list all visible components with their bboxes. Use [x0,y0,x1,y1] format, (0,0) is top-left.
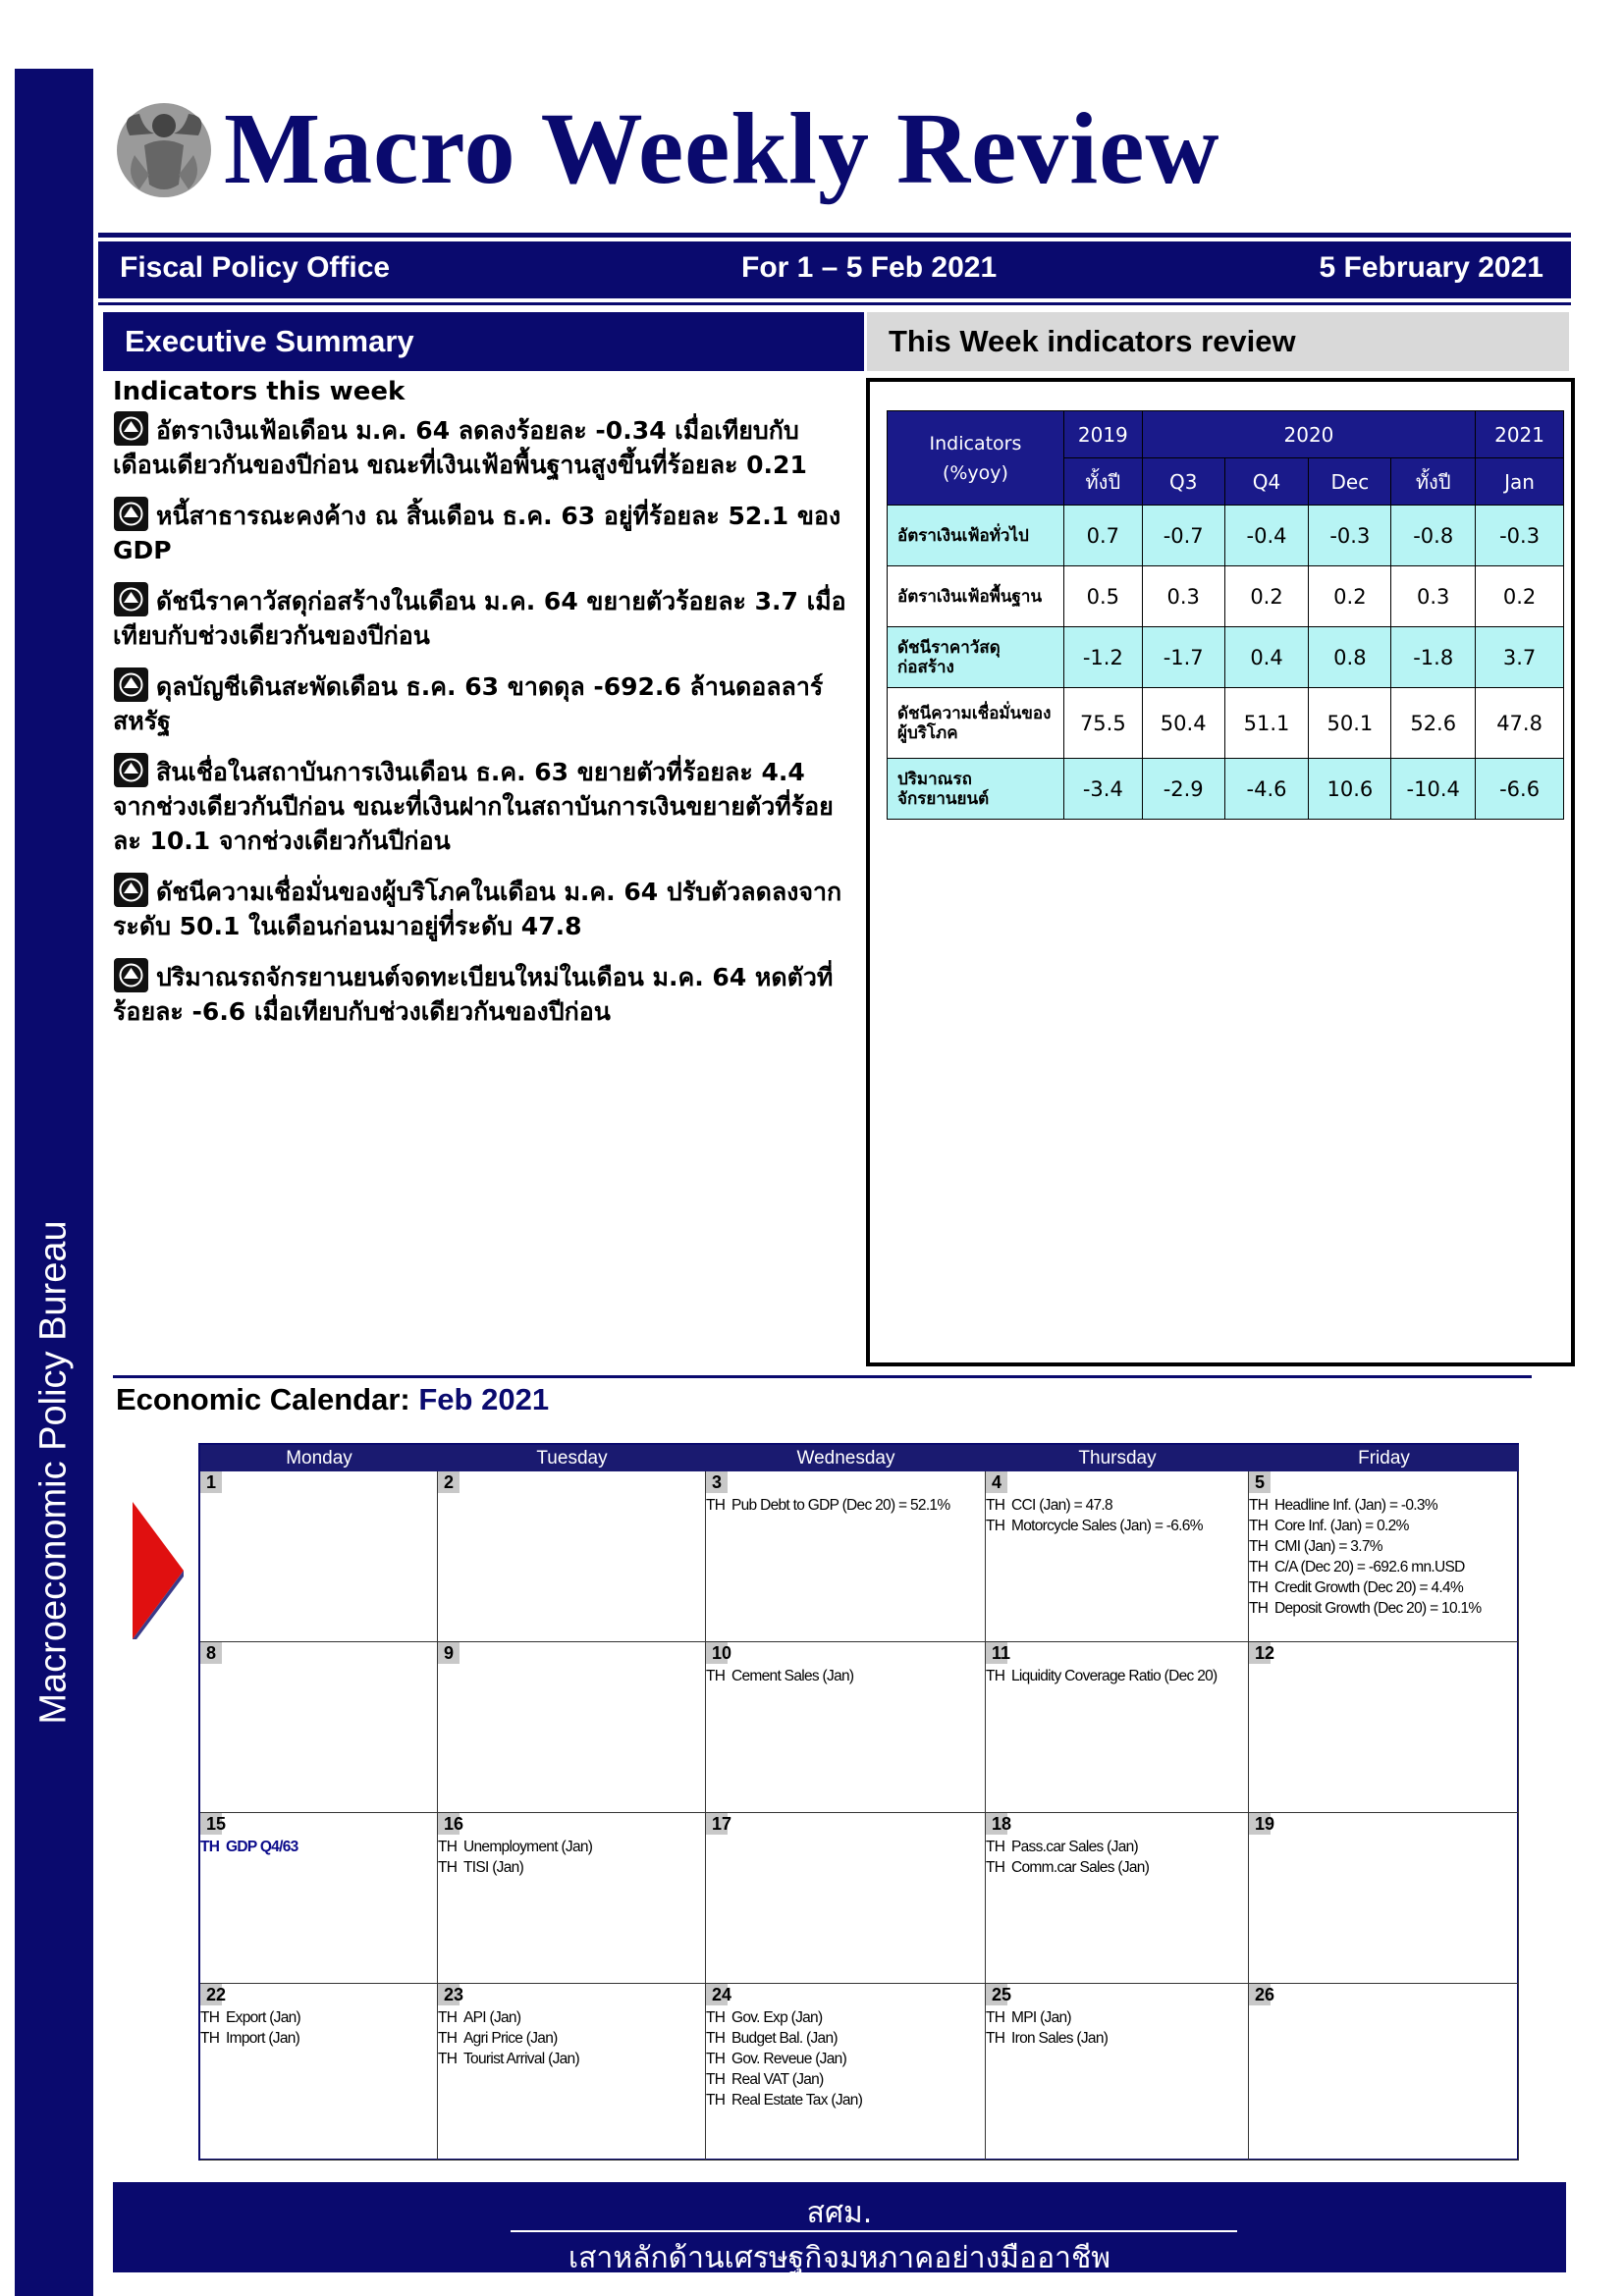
calendar-day-cell [200,1642,438,1813]
event-country: TH [986,1839,1005,1855]
event-text: Budget Bal. (Jan) [731,2030,838,2047]
calendar-event [706,2069,824,2090]
event-text: Agri Price (Jan) [463,2030,558,2047]
weekday-header: Monday [200,1445,438,1471]
exec-summary-heading: Executive Summary [103,312,864,371]
indicator-value: -0.7 [1142,506,1224,566]
year-header: 2021 [1476,411,1564,458]
summary-item-text: หนี้สาธารณะคงค้าง ณ สิ้นเดือน ธ.ค. 63 อยู่ที่ร้อยละ 52.1 ของ GDP [113,502,841,564]
calendar-day-cell [706,1642,986,1813]
calendar-event [438,1837,592,1857]
current-week-arrow-icon [133,1502,184,1639]
weekday-header: Tuesday [438,1445,706,1471]
indicator-label: อัตราเงินเฟ้อพื้นฐาน [888,566,1064,627]
day-number: 10 [706,1642,728,1664]
event-country: TH [706,2009,726,2026]
event-text: Liquidity Coverage Ratio (Dec 20) [1011,1668,1218,1684]
calendar-rule [113,1375,1532,1378]
calendar-day-cell [986,1813,1249,1984]
day-number: 17 [706,1813,728,1835]
event-country: TH [706,2092,726,2109]
indicator-label: ปริมาณรถจักรยานยนต์ [888,759,1064,820]
year-header: 2019 [1063,411,1142,458]
day-number: 11 [986,1642,1007,1664]
summary-item [113,667,849,738]
period-header: Jan [1476,458,1564,506]
calendar-event [986,2028,1108,2049]
event-text: Credit Growth (Dec 20) = 4.4% [1274,1579,1464,1596]
calendar-event [986,1516,1203,1536]
event-text: Import (Jan) [226,2030,300,2047]
event-text: Gov. Exp (Jan) [731,2009,823,2026]
event-text: Comm.car Sales (Jan) [1011,1859,1150,1876]
event-country: TH [438,2030,458,2047]
indicator-value: 0.8 [1309,627,1391,688]
calendar-day-cell [986,1471,1249,1642]
indicator-value: 0.3 [1391,566,1476,627]
event-text: Core Inf. (Jan) = 0.2% [1274,1518,1409,1534]
calendar-day-cell [1249,1813,1519,1984]
calendar-grid [198,1443,1519,2161]
event-text: Pass.car Sales (Jan) [1011,1839,1138,1855]
summary-item-text: อัตราเงินเฟ้อเดือน ม.ค. 64 ลดลงร้อยละ -0.34 เมื่อเทียบกับเดือนเดียวกันของปีก่อน ขณะที่เงินเฟ้อพื้นฐานสูงขึ้นที่ร้อยละ 0.21 [113,416,807,479]
calendar-day-cell [438,1471,706,1642]
table-corner-label: Indicators (%yoy) [888,411,1064,506]
calendar-title [116,1382,549,1417]
calendar-day-cell [1249,1642,1519,1813]
calendar-event [986,2007,1071,2028]
indicator-value: 47.8 [1476,688,1564,759]
day-number: 1 [200,1471,222,1493]
office-name: Fiscal Policy Office [120,251,391,284]
day-number: 18 [986,1813,1007,1835]
summary-item-text: ปริมาณรถจักรยานยนต์จดทะเบียนใหม่ในเดือน ม.ค. 64 หดตัวที่ร้อยละ -6.6 เมื่อเทียบกับช่วงเดียวกันของปีก่อน [113,963,834,1026]
day-number: 16 [438,1813,460,1835]
calendar-event [706,2049,846,2069]
event-country: TH [438,2051,458,2067]
event-text: Export (Jan) [226,2009,301,2026]
indicator-value: -0.3 [1476,506,1564,566]
publication-title: Macro Weekly Review [224,92,1220,205]
indicator-value: -2.9 [1142,759,1224,820]
footer-divider [511,2230,1237,2232]
indicator-value: 0.2 [1476,566,1564,627]
calendar-event [706,1495,949,1516]
event-country: TH [438,1859,458,1876]
calendar-event [200,2028,299,2049]
period-header: Dec [1309,458,1391,506]
day-number: 26 [1249,1984,1271,2005]
summary-item-text: ดุลบัญชีเดินสะพัดเดือน ธ.ค. 63 ขาดดุล -692.6 ล้านดอลลาร์สหรัฐ [113,672,824,735]
weekday-header: Friday [1249,1445,1519,1471]
indicator-label: ดัชนีความเชื่อมั่นของผู้บริโภค [888,688,1064,759]
event-text: CCI (Jan) = 47.8 [1011,1497,1112,1514]
calendar-event [986,1495,1112,1516]
sidebar-label: Macroeconomic Policy Bureau [32,1220,75,1725]
calendar-day-cell [986,1984,1249,2161]
calendar-day-cell [706,1813,986,1984]
indicator-value: 0.7 [1063,506,1142,566]
table-row [888,566,1564,627]
event-text: Motorcycle Sales (Jan) = -6.6% [1011,1518,1203,1534]
calendar-day-cell [1249,1471,1519,1642]
event-country: TH [438,2009,458,2026]
calendar-event [1249,1495,1437,1516]
day-number: 19 [1249,1813,1271,1835]
calendar-event [986,1666,1218,1686]
indicator-value: -1.8 [1391,627,1476,688]
indicator-value: 50.4 [1142,688,1224,759]
garuda-emblem-icon [110,96,218,204]
event-country: TH [200,2009,220,2026]
event-text: MPI (Jan) [1011,2009,1071,2026]
bullet-arrow-icon [113,872,149,908]
event-country: TH [706,2071,726,2088]
indicator-value: 10.6 [1309,759,1391,820]
summary-item [113,496,849,567]
indicator-value: -4.6 [1224,759,1309,820]
calendar-day-cell [438,1642,706,1813]
calendar-day-cell [200,1984,438,2161]
summary-list [113,410,849,1042]
indicators-subheading: Indicators this week [113,377,406,406]
event-text: Gov. Reveue (Jan) [731,2051,847,2067]
calendar-event [706,2028,838,2049]
bullet-arrow-icon [113,496,149,532]
header-rule-bottom [98,302,1571,305]
indicators-table [887,410,1564,820]
indicator-value: -6.6 [1476,759,1564,820]
calendar-event [438,1857,523,1878]
calendar-day-cell [706,1984,986,2161]
event-country: TH [200,1839,220,1855]
day-number: 25 [986,1984,1007,2005]
event-country: TH [986,1497,1005,1514]
event-text: Pub Debt to GDP (Dec 20) = 52.1% [731,1497,950,1514]
indicator-label: อัตราเงินเฟ้อทั่วไป [888,506,1064,566]
indicator-value: 0.5 [1063,566,1142,627]
event-text: API (Jan) [463,2009,521,2026]
table-row [888,759,1564,820]
calendar-event [200,1837,298,1857]
calendar-event [986,1857,1149,1878]
event-country: TH [1249,1579,1269,1596]
day-number: 4 [986,1471,1007,1493]
summary-item [113,957,849,1029]
indicator-value: 75.5 [1063,688,1142,759]
weekday-header: Wednesday [706,1445,986,1471]
event-country: TH [986,2030,1005,2047]
indicator-value: 50.1 [1309,688,1391,759]
table-row [888,627,1564,688]
event-country: TH [986,1668,1005,1684]
summary-item-text: สินเชื่อในสถาบันการเงินเดือน ธ.ค. 63 ขยายตัวที่ร้อยละ 4.4 จากช่วงเดียวกันปีก่อน ขณะที่เงินฝากในสถาบันการเงินขยายตัวที่ร้อยละ 10.1 จากช่วงเดียวกันปีก่อน [113,758,834,855]
summary-item [113,410,849,482]
summary-item-text: ดัชนีราคาวัสดุก่อสร้างในเดือน ม.ค. 64 ขยายตัวร้อยละ 3.7 เมื่อเทียบกับช่วงเดียวกันของปีก่อน [113,587,846,650]
day-number: 12 [1249,1642,1271,1664]
calendar-event [706,2090,862,2110]
calendar-event [1249,1557,1465,1577]
bullet-arrow-icon [113,752,149,788]
bullet-arrow-icon [113,667,149,703]
calendar-day-cell [438,1813,706,1984]
calendar-day-cell [986,1642,1249,1813]
calendar-day-cell [200,1471,438,1642]
footer-motto: เสาหลักด้านเศรษฐกิจมหภาคอย่างมืออาชีพ [568,2241,1111,2275]
calendar-day-cell [200,1813,438,1984]
indicator-value: -1.7 [1142,627,1224,688]
table-row [888,688,1564,759]
event-text: TISI (Jan) [463,1859,524,1876]
indicator-value: -1.2 [1063,627,1142,688]
day-number: 2 [438,1471,460,1493]
event-text: Real VAT (Jan) [731,2071,824,2088]
report-date: 5 February 2021 [1319,251,1543,284]
calendar-event [438,2028,558,2049]
indicator-value: -3.4 [1063,759,1142,820]
event-country: TH [1249,1518,1269,1534]
calendar-event [1249,1536,1382,1557]
header-banner [98,241,1571,298]
indicator-value: 51.1 [1224,688,1309,759]
day-number: 8 [200,1642,222,1664]
indicator-value: -0.8 [1391,506,1476,566]
day-number: 24 [706,1984,728,2005]
indicator-value: -0.3 [1309,506,1391,566]
calendar-event [706,2007,822,2028]
summary-item-text: ดัชนีความเชื่อมั่นของผู้บริโภคในเดือน ม.ค. 64 ปรับตัวลดลงจากระดับ 50.1 ในเดือนก่อนมาอยู่ที่ระดับ 47.8 [113,878,842,940]
day-number: 15 [200,1813,222,1835]
indicator-value: 3.7 [1476,627,1564,688]
calendar-event [1249,1516,1409,1536]
calendar-event [986,1837,1138,1857]
period-header: ทั้งปี [1391,458,1476,506]
event-country: TH [986,2009,1005,2026]
calendar-event [438,2007,520,2028]
event-country: TH [1249,1600,1269,1617]
event-country: TH [706,1497,726,1514]
event-text: Unemployment (Jan) [463,1839,593,1855]
event-text: CMI (Jan) = 3.7% [1274,1538,1382,1555]
event-text: GDP Q4/63 [226,1839,298,1855]
year-header: 2020 [1142,411,1475,458]
event-country: TH [986,1518,1005,1534]
day-number: 23 [438,1984,460,2005]
period-header: ทั้งปี [1063,458,1142,506]
day-number: 3 [706,1471,728,1493]
event-country: TH [200,2030,220,2047]
calendar-event [200,2007,300,2028]
bullet-arrow-icon [113,957,149,993]
indicator-value: 0.3 [1142,566,1224,627]
summary-item [113,581,849,653]
indicators-heading: This Week indicators review [867,312,1569,371]
event-text: Deposit Growth (Dec 20) = 10.1% [1274,1600,1482,1617]
calendar-event [1249,1598,1481,1619]
event-country: TH [1249,1497,1269,1514]
summary-item [113,752,849,858]
event-country: TH [1249,1538,1269,1555]
summary-item [113,872,849,943]
calendar-event [438,2049,579,2069]
day-number: 22 [200,1984,222,2005]
report-period: For 1 – 5 Feb 2021 [741,251,998,284]
indicator-value: 0.4 [1224,627,1309,688]
event-country: TH [706,1668,726,1684]
day-number: 5 [1249,1471,1271,1493]
calendar-day-cell [1249,1984,1519,2161]
table-row [888,506,1564,566]
event-text: Tourist Arrival (Jan) [463,2051,579,2067]
header-rule-top [98,233,1571,238]
calendar-event [1249,1577,1463,1598]
sidebar-band [15,69,93,2296]
event-text: Iron Sales (Jan) [1011,2030,1109,2047]
indicator-value: -0.4 [1224,506,1309,566]
calendar-day-cell [438,1984,706,2161]
day-number: 9 [438,1642,460,1664]
footer-banner [113,2182,1566,2275]
indicator-value: -10.4 [1391,759,1476,820]
event-country: TH [986,1859,1005,1876]
indicator-value: 52.6 [1391,688,1476,759]
calendar-title-month: Feb 2021 [418,1382,550,1416]
event-country: TH [1249,1559,1269,1575]
bullet-arrow-icon [113,581,149,617]
event-text: Headline Inf. (Jan) = -0.3% [1274,1497,1437,1514]
period-header: Q4 [1224,458,1309,506]
indicator-label: ดัชนีราคาวัสดุก่อสร้าง [888,627,1064,688]
event-country: TH [706,2051,726,2067]
event-country: TH [438,1839,458,1855]
event-text: Cement Sales (Jan) [731,1668,854,1684]
event-text: Real Estate Tax (Jan) [731,2092,863,2109]
indicator-value: 0.2 [1224,566,1309,627]
period-header: Q3 [1142,458,1224,506]
bullet-arrow-icon [113,410,149,447]
event-country: TH [706,2030,726,2047]
calendar-day-cell [706,1471,986,1642]
event-text: C/A (Dec 20) = -692.6 mn.USD [1274,1559,1465,1575]
footer-line1: สศม. [806,2196,873,2230]
calendar-event [706,1666,853,1686]
weekday-header: Thursday [986,1445,1249,1471]
indicator-value: 0.2 [1309,566,1391,627]
calendar-title-prefix: Economic Calendar: [116,1382,410,1416]
